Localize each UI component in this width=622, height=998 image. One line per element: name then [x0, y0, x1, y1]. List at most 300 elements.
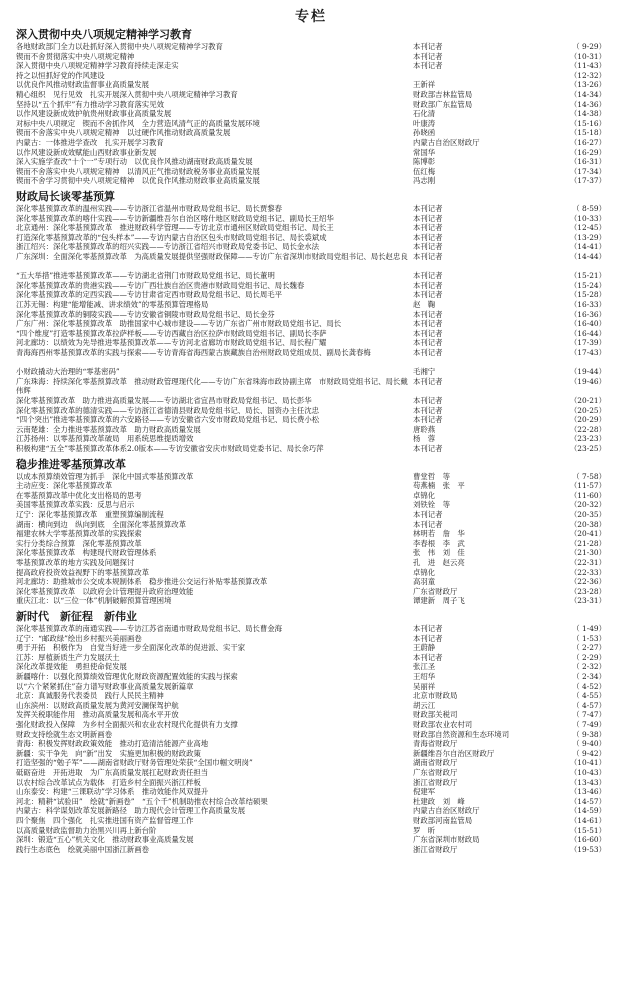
entry-author: 本刊记者 — [413, 624, 443, 633]
entry-title: 北京通州：深化零基预算改革 推进财政科学管理——专访北京市通州区财政局党组书记、局长王 — [16, 223, 334, 233]
toc-entry[interactable] — [16, 157, 606, 167]
entry-title: 湖南：横向到边 纵向到底 全面深化零基预算改革 — [16, 519, 186, 529]
entry-page: （ 2-32） — [572, 662, 606, 672]
entry-title: 深化改革提效能 勇担使命促发展 — [16, 662, 127, 672]
entry-author: 新疆维吾尔自治区财政厅 — [413, 748, 495, 758]
toc-entry[interactable] — [16, 119, 606, 129]
entry-page: （14-41） — [569, 242, 606, 252]
entry-title: 以高质量财政监督助力治黑兴川再上新台阶 — [16, 825, 157, 835]
toc-entry[interactable] — [16, 634, 606, 644]
toc-entry[interactable] — [16, 109, 606, 119]
entry-author: 唐聆燕 — [413, 424, 436, 434]
entry-title: 精心组织 见行见效 扎实开展深入贯彻中央八项规定精神学习教育 — [16, 90, 238, 99]
entry-author: 本刊记者 — [413, 213, 443, 223]
entry-title: 辽宁：深化零基预算改革 重塑预算编制流程 — [16, 510, 164, 519]
toc-entry[interactable] — [16, 42, 606, 52]
entry-author: 孔 进 赵云亮 — [413, 558, 465, 567]
entry-author: 本刊记者 — [413, 51, 443, 61]
toc-entry[interactable] — [16, 148, 606, 158]
entry-page: （14-34） — [569, 90, 606, 99]
toc-entry[interactable] — [16, 826, 606, 836]
section-heading: 财政局长谈零基预算 — [16, 190, 115, 203]
toc-entry[interactable] — [16, 52, 606, 62]
entry-page: （14-38） — [569, 109, 606, 119]
entry-page: （20-32） — [569, 500, 606, 510]
entry-title: 深化零基预算改革 助力推进高质量发展——专访湖北省宜昌市财政局党组书记、局长彭华 — [16, 396, 312, 405]
entry-author: 杨 蓉 — [413, 434, 436, 444]
entry-page: （20-21） — [569, 396, 606, 405]
toc-entry[interactable] — [16, 691, 606, 701]
toc-entry[interactable] — [16, 758, 606, 768]
toc-entry[interactable] — [16, 310, 606, 320]
entry-author: 伍红梅 — [413, 166, 436, 176]
entry-author: 本刊记者 — [413, 319, 443, 329]
entry-title: 山东泰安：构建“三课联动”学习体系 推动效能作风双提升 — [16, 787, 209, 797]
entry-page: （13-46） — [569, 787, 606, 797]
entry-title: 新疆喀什：以强化预算绩效管理优化财政资源配置效能的实践与探索 — [16, 672, 238, 681]
entry-page: （14-36） — [569, 99, 606, 109]
entry-page: （20-25） — [569, 405, 606, 415]
entry-author: 财政部关税司 — [413, 710, 458, 720]
entry-page: （12-45） — [569, 223, 606, 233]
toc-entry[interactable] — [16, 406, 606, 416]
toc-entry[interactable] — [16, 71, 606, 81]
entry-title: 以作风建设新成效护航贵州财政事业高质量发展 — [16, 109, 172, 119]
entry-page: （23-31） — [569, 596, 606, 606]
entry-title: 四个聚焦 四个强化 扎实推进国有资产监督管理工作 — [16, 816, 194, 825]
entry-author: 本刊记者 — [413, 652, 443, 662]
entry-title: 以优良作风推动财政监督事业高质量发展 — [16, 80, 150, 90]
entry-author: 杜建政 刘 峰 — [413, 796, 465, 806]
entry-author: 王绍华 — [413, 672, 436, 681]
entry-author: 本刊记者 — [413, 405, 443, 415]
entry-page: （11-60） — [569, 490, 606, 500]
entry-page: （12-32） — [569, 70, 606, 80]
entry-title: 广东珠海：持续深化零基预算改革 推动财政管理现代化——专访广东省珠海市政协副主席 市财政局党组书记、局长戴伟辉 — [16, 376, 408, 396]
toc-entry[interactable] — [16, 653, 606, 663]
toc-entry[interactable] — [16, 90, 606, 100]
entry-page: （17-39） — [569, 338, 606, 348]
entry-page: （22-31） — [569, 558, 606, 567]
page-title: 专栏 — [295, 9, 327, 25]
entry-title: 打造深化零基预算改革的“包头样本”——专访内蒙古自治区包头市财政局党组书记、局长裘斌成 — [16, 232, 327, 242]
entry-author: 卓锦化 — [413, 490, 436, 500]
entry-author: 曹堂哲 等 — [413, 471, 450, 481]
entry-page: （10-41） — [569, 758, 606, 768]
entry-title: 深化零基预算改革的喀什实践——专访新疆维吾尔自治区喀什地区财政局党组书记、副局长王绍华 — [16, 213, 334, 223]
entry-title: 勇于开拓 积极作为 自觉当好进一步全面深化改革的促进派、实干家 — [16, 643, 246, 653]
toc-entry[interactable] — [16, 720, 606, 730]
entry-author: 本刊记者 — [413, 444, 443, 453]
entry-author: 广东省深圳市财政局 — [413, 835, 480, 845]
entry-author: 刘铁铨 等 — [413, 500, 450, 510]
entry-title: 内蒙古：一体推进学查改 扎实开展学习教育 — [16, 138, 164, 147]
entry-title: 坚持以“五个抓牢”有力推动学习教育落实见效 — [16, 99, 164, 109]
entry-page: （11-43） — [569, 61, 606, 71]
toc-entry[interactable] — [16, 80, 606, 90]
entry-page: （23-25） — [569, 444, 606, 453]
entry-page: （10-31） — [569, 51, 606, 61]
toc-entry[interactable] — [16, 577, 606, 587]
entry-author: 常国华 — [413, 147, 436, 157]
toc-entry[interactable] — [16, 710, 606, 720]
toc-entry[interactable] — [16, 806, 606, 816]
entry-page: （ 4-52） — [572, 681, 606, 691]
entry-title: 发挥关税职能作用 推动高质量发展和高水平开放 — [16, 710, 179, 720]
entry-page: （17-43） — [569, 348, 606, 357]
toc-entry[interactable] — [16, 252, 606, 271]
entry-author: 毛湘宁 — [413, 367, 436, 377]
entry-title: 提高政府投资效益视野下的零基预算改革 — [16, 567, 150, 577]
toc-entry[interactable] — [16, 845, 606, 855]
toc-entry[interactable] — [16, 444, 606, 454]
toc-entry[interactable] — [16, 510, 606, 520]
entry-title: 小财政撬动大治理的“零基密码” — [16, 367, 120, 377]
entry-author: 本刊记者 — [413, 519, 443, 529]
toc-entry[interactable] — [16, 520, 606, 530]
toc-entry[interactable] — [16, 481, 606, 491]
entry-title: 广东深圳：全面深化零基预算改革 为高质量发展提供坚强财政保障——专访广东省深圳市财政局党组书记、局长赵忠良 — [16, 252, 408, 261]
entry-title: 实行分类综合预算 深化零基预算改革 — [16, 538, 142, 548]
entry-page: （16-33） — [569, 300, 606, 309]
entry-page: （15-51） — [569, 825, 606, 835]
entry-author: 本刊记者 — [413, 376, 443, 386]
toc-entry[interactable] — [16, 367, 606, 377]
entry-author: 北京市财政局 — [413, 691, 458, 701]
entry-title: 江苏无锡：构建“能增能减、讲求绩效”的零基预算管理格局 — [16, 300, 209, 309]
entry-page: （16-29） — [569, 147, 606, 157]
entry-author: 本刊记者 — [413, 338, 443, 348]
entry-title: 锲而不舍落实中央八项规定精神 以清风正气推动财政税务事业高质量发展 — [16, 166, 260, 176]
entry-title: 深圳：锻造“五心”机关文化 推动财政事业高质量发展 — [16, 835, 194, 845]
entry-page: （16-44） — [569, 328, 606, 338]
entry-author: 广东省财政厅 — [413, 768, 458, 777]
toc-entry[interactable] — [16, 472, 606, 482]
entry-title: 锲而不舍贯彻落实中央八项规定精神 — [16, 51, 135, 61]
entry-page: （20-29） — [569, 415, 606, 425]
entry-title: 山东滨州：以财政高质量发展为黄河安澜保驾护航 — [16, 700, 179, 710]
entry-title: 零基预算改革的地方实践及问题探讨 — [16, 558, 135, 567]
toc-entry[interactable] — [16, 329, 606, 339]
toc-entry[interactable] — [16, 672, 606, 682]
entry-author: 本刊记者 — [413, 61, 443, 71]
toc-entry[interactable] — [16, 730, 606, 740]
toc-entry[interactable] — [16, 223, 606, 233]
entry-author: 青海省财政厅 — [413, 739, 458, 749]
entry-author: 湖南省财政厅 — [413, 758, 458, 768]
toc-entry[interactable] — [16, 835, 606, 845]
toc-entry[interactable] — [16, 348, 606, 367]
toc-entry[interactable] — [16, 434, 606, 444]
toc-entry[interactable] — [16, 167, 606, 177]
entry-title: 砥砺奋进 开拓进取 为广东高质量发展扛起财政责任担当 — [16, 768, 209, 777]
entry-title: 财政支持绘就生态文明新画卷 — [16, 729, 113, 739]
entry-title: 在零基预算改革中优化支出格局的思考 — [16, 490, 142, 500]
entry-page: （20-35） — [569, 510, 606, 519]
entry-title: 打造坚强的“勉子军”——湖南省财政厅财务管理处荣获“全国巾帼文明岗” — [16, 758, 253, 768]
entry-page: （15-28） — [569, 290, 606, 300]
entry-author: 广东省财政厅 — [413, 586, 458, 596]
toc-entry[interactable] — [16, 587, 606, 597]
entry-author: 本刊记者 — [413, 415, 443, 425]
entry-author: 高羽童 — [413, 577, 436, 587]
entry-author: 本刊记者 — [413, 328, 443, 338]
entry-author: 赵 鞠 — [413, 300, 436, 309]
toc-entry[interactable] — [16, 491, 606, 501]
entry-title: 以农村综合改革试点为载体 打造乡村全面振兴浙江样板 — [16, 777, 201, 787]
entry-author: 本刊记者 — [413, 204, 443, 213]
toc-entry[interactable] — [16, 548, 606, 558]
entry-page: （ 9-29） — [572, 42, 606, 51]
entry-title: 广东广州：深化零基预算改革 助推国家中心城市建设——专访广东省广州市财政局党组书记、局长 — [16, 319, 342, 329]
entry-author: 本刊记者 — [413, 510, 443, 519]
toc-entry[interactable] — [16, 500, 606, 510]
entry-author: 本刊记者 — [413, 348, 443, 357]
entry-title: “四个突出”推进零基预算改革的六安路径——专访安徽省六安市财政局党组书记、局长费小松 — [16, 415, 320, 425]
toc-entry[interactable] — [16, 816, 606, 826]
entry-title: 以“六个紧紧抓住”奋力谱写财政事业高质量发展新篇章 — [16, 681, 194, 691]
toc-entry[interactable] — [16, 568, 606, 578]
entry-title: 辽宁：“邮政绿”绘出乡村振兴美丽画卷 — [16, 633, 142, 643]
entry-page: （15-16） — [569, 118, 606, 128]
toc-entry[interactable] — [16, 271, 606, 281]
entry-title: 新疆：实干争先 向“新”出发 实施更加积极的财政政策 — [16, 748, 201, 758]
toc-entry[interactable] — [16, 290, 606, 300]
entry-title: “四个维度”打造零基预算改革拉萨样板——专访西藏自治区拉萨市财政局党组书记、副局长李萨 — [16, 328, 327, 338]
toc-entry[interactable] — [16, 596, 606, 606]
entry-page: （16-40） — [569, 319, 606, 329]
toc-entry[interactable] — [16, 415, 606, 425]
entry-author: 陈博彰 — [413, 157, 436, 167]
entry-page: （16-31） — [569, 157, 606, 167]
toc-entry[interactable] — [16, 749, 606, 759]
entry-page: （ 2-29） — [572, 652, 606, 662]
toc-entry[interactable] — [16, 425, 606, 435]
entry-title: 各地财政部门全力以赴抓好深入贯彻中央八项规定精神学习教育 — [16, 42, 223, 51]
toc-entry[interactable] — [16, 558, 606, 568]
section-heading: 新时代 新征程 新伟业 — [16, 610, 137, 623]
entry-page: （22-33） — [569, 567, 606, 577]
entry-page: （ 4-57） — [572, 700, 606, 710]
entry-page: （ 9-38） — [572, 729, 606, 739]
entry-page: （13-26） — [569, 80, 606, 90]
entry-title: 河北廊坊：助推城市公交成本规制体系 稳步推进公交运行补贴零基预算改革 — [16, 577, 268, 587]
entry-title: 河北廊坊：以绩效为先导推进零基预算改革——专访河北省廊坊市财政局党组书记、局长程广耀 — [16, 338, 327, 348]
toc-entry[interactable] — [16, 377, 606, 396]
entry-author: 吴丽祥 — [413, 681, 436, 691]
entry-author: 内蒙古自治区财政厅 — [413, 138, 480, 147]
entry-author: 张江圣 — [413, 662, 436, 672]
entry-page: （17-34） — [569, 166, 606, 176]
toc-entry[interactable] — [16, 338, 606, 348]
entry-page: （21-30） — [569, 548, 606, 558]
entry-author: 本刊记者 — [413, 42, 443, 51]
entry-page: （23-28） — [569, 586, 606, 596]
entry-author: 胡云江 — [413, 700, 436, 710]
toc-entry[interactable] — [16, 100, 606, 110]
entry-page: （ 7-49） — [572, 720, 606, 729]
entry-author: 倪建军 — [413, 787, 436, 797]
entry-title: 云南楚雄：全力推进零基预算改革 助力财政高质量发展 — [16, 424, 201, 434]
entry-page: （14-61） — [569, 816, 606, 825]
entry-page: （ 9-42） — [572, 748, 606, 758]
entry-title: 重庆江北：以“三位一体”机制破解预算管理困境 — [16, 596, 172, 606]
entry-author: 本刊记者 — [413, 309, 443, 319]
entry-page: （ 2-34） — [572, 672, 606, 681]
entry-page: （ 9-40） — [572, 739, 606, 749]
entry-page: （ 2-27） — [572, 643, 606, 653]
entry-page: （13-43） — [569, 777, 606, 787]
entry-title: 锲而不舍落实中央八项规定精神 以过硬作风推动财政高质量发展 — [16, 128, 231, 138]
entry-author: 财政部农业农村司 — [413, 720, 473, 729]
entry-page: （ 7-47） — [572, 710, 606, 720]
entry-title: 深化零基预算改革的铜陵实践——专访安徽省铜陵市财政局党组书记、局长金芬 — [16, 309, 275, 319]
entry-page: （21-28） — [569, 538, 606, 548]
entry-author: 孙晓函 — [413, 128, 436, 138]
entry-page: （ 8-59） — [572, 204, 606, 213]
entry-page: （10-43） — [569, 768, 606, 777]
entry-title: 强化财政投入保障 为乡村全面振兴和农业农村现代化提供有力支撑 — [16, 720, 238, 729]
toc-entry[interactable] — [16, 682, 606, 692]
entry-page: （10-33） — [569, 213, 606, 223]
entry-title: 北京：真诚服务代表委员 践行人民民主精神 — [16, 691, 164, 701]
entry-page: （14-57） — [569, 796, 606, 806]
entry-author: 张 伟 刘 佳 — [413, 548, 465, 558]
entry-page: （ 7-58） — [572, 471, 606, 481]
toc-entry[interactable] — [16, 242, 606, 252]
entry-author: 财政部河南监管局 — [413, 816, 473, 825]
entry-title: 主动应变：深化零基预算改革 — [16, 481, 113, 491]
entry-author: 王新祥 — [413, 80, 436, 90]
toc-entry[interactable] — [16, 739, 606, 749]
entry-author: 浙江省财政厅 — [413, 777, 458, 787]
entry-title: 以成本预算绩效管理为抓手 深化中国式零基预算改革 — [16, 471, 194, 481]
entry-author: 财政部自然资源和生态环境司 — [413, 729, 510, 739]
entry-author: 林明若 詹 华 — [413, 529, 465, 539]
entry-page: （23-23） — [569, 434, 606, 444]
entry-title: 青海：积极发挥财政政策效能 推动打造清洁能源产业高地 — [16, 739, 209, 749]
toc-entry[interactable] — [16, 233, 606, 243]
toc-entry[interactable] — [16, 778, 606, 788]
entry-page: （19-44） — [569, 367, 606, 377]
entry-author: 浙江省财政厅 — [413, 844, 458, 854]
toc-entry[interactable] — [16, 701, 606, 711]
entry-author: 冯志刚 — [413, 176, 436, 186]
toc-entry[interactable] — [16, 128, 606, 138]
entry-title: 深入贯彻中央八项规定精神学习教育持续走深走实 — [16, 61, 179, 71]
entry-author: 本刊记者 — [413, 280, 443, 290]
entry-title: 美国零基预算改革实践：反思与启示 — [16, 500, 135, 510]
entry-title: 江苏：厚植新质生产力发展沃土 — [16, 652, 120, 662]
entry-page: （ 1-53） — [572, 633, 606, 643]
entry-page: （20-41） — [569, 529, 606, 539]
entry-title: 深化零基预算改革的定西实践——专访甘肃省定西市财政局党组书记、局长周毛平 — [16, 290, 283, 300]
entry-page: （22-28） — [569, 424, 606, 434]
entry-title: 江苏扬州：以零基预算改革破局 用系统思维提质增效 — [16, 434, 194, 444]
entry-title: 深入实施学查改“十个一”专项行动 以优良作风推动湖南财政高质量发展 — [16, 157, 253, 167]
toc-entry[interactable] — [16, 539, 606, 549]
toc-entry[interactable] — [16, 176, 606, 186]
entry-title: 浙江绍兴：深化零基预算改革的绍兴实践——专访浙江省绍兴市财政局党委书记、局长金水法 — [16, 242, 320, 252]
entry-page: （22-36） — [569, 577, 606, 587]
entry-title: 深化零基预算改革 构建现代财政管理体系 — [16, 548, 157, 558]
entry-page: （17-37） — [569, 176, 606, 186]
entry-author: 本刊记者 — [413, 232, 443, 242]
toc-entry[interactable] — [16, 797, 606, 807]
entry-title: 践行生态底色 绘就美丽中国浙江新画卷 — [16, 844, 150, 854]
entry-page: （19-53） — [569, 844, 606, 854]
entry-page: （15-24） — [569, 280, 606, 290]
entry-author: 谭建新 周子飞 — [413, 596, 465, 606]
entry-title: 深化零基预算改革的温州实践——专访浙江省温州市财政局党组书记、局长贾黎春 — [16, 204, 283, 213]
toc-entry[interactable] — [16, 662, 606, 672]
entry-author: 石化清 — [413, 109, 436, 119]
toc-entry[interactable] — [16, 138, 606, 148]
entry-title: 河北：精耕“试验田” 绘就“新画卷” “五个千”机制助推农村综合改革结硕果 — [16, 796, 268, 806]
toc-entry[interactable] — [16, 204, 606, 214]
entry-author: 财政部吉林监管局 — [413, 90, 473, 99]
entry-author: 卓锦化 — [413, 567, 436, 577]
entry-title: 持之以恒抓好党的作风建设 — [16, 70, 105, 80]
toc-entry[interactable] — [16, 214, 606, 224]
entry-author: 本刊记者 — [413, 252, 443, 261]
entry-page: （15-18） — [569, 128, 606, 138]
entry-page: （ 1-49） — [572, 624, 606, 633]
entry-author: 本刊记者 — [413, 271, 443, 281]
entry-author: 内蒙古自治区财政厅 — [413, 806, 480, 816]
toc-entry[interactable] — [16, 61, 606, 71]
toc-entry[interactable] — [16, 768, 606, 778]
entry-title: 深化零基预算改革 以政府会计管理提升政府治理效能 — [16, 586, 194, 596]
entry-page: （ 4-55） — [572, 691, 606, 701]
entry-author: 叶康涛 — [413, 118, 436, 128]
toc-entry[interactable] — [16, 787, 606, 797]
entry-author: 本刊记者 — [413, 396, 443, 405]
entry-author: 本刊记者 — [413, 290, 443, 300]
entry-title: 福建农林大学零基预算改革的实践探索 — [16, 529, 142, 539]
entry-title: 内蒙古：科学谋划改革发展新路径 助力现代会计管理工作高质量发展 — [16, 806, 246, 816]
entry-author: 苟燕楠 张 平 — [413, 481, 465, 491]
entry-page: （19-46） — [569, 376, 606, 386]
entry-title: 对标中央八项规定 锲而不舍抓作风 全力营造风清气正的高质量发展环境 — [16, 118, 260, 128]
entry-author: 王蔚静 — [413, 643, 436, 653]
entry-title: 青海海西州零基预算改革的实践与探索——专访青海省海西蒙古族藏族自治州财政局党组成员、副局长龚春梅 — [16, 348, 371, 357]
entry-title: 深化零基预算改革的贵港实践——专访广西壮族自治区贵港市财政局党组书记、局长魏春 — [16, 280, 305, 290]
entry-author: 本刊记者 — [413, 223, 443, 233]
entry-title: “五大举措”推进零基预算改革——专访湖北省荆门市财政局党组书记、局长董明 — [16, 271, 275, 281]
toc-entry[interactable] — [16, 281, 606, 291]
entry-page: （13-29） — [569, 232, 606, 242]
toc-entry[interactable] — [16, 643, 606, 653]
toc-entry[interactable] — [16, 529, 606, 539]
toc-entry[interactable] — [16, 624, 606, 634]
entry-page: （16-36） — [569, 309, 606, 319]
entry-author: 罗 昕 — [413, 825, 436, 835]
entry-author: 本刊记者 — [413, 633, 443, 643]
entry-page: （11-57） — [569, 481, 606, 491]
toc-entry[interactable] — [16, 319, 606, 329]
toc-entry[interactable] — [16, 396, 606, 406]
entry-page: （14-44） — [569, 252, 606, 261]
entry-page: （14-59） — [569, 806, 606, 816]
entry-page: （15-21） — [569, 271, 606, 281]
entry-page: （16-27） — [569, 138, 606, 147]
toc-entry[interactable] — [16, 300, 606, 310]
entry-title: 积极构建“五全”零基预算改革体系2.0版本——专访安徽省安庆市财政局党委书记、局长余巧萍 — [16, 444, 324, 453]
entry-author: 本刊记者 — [413, 242, 443, 252]
section-heading: 稳步推进零基预算改革 — [16, 457, 126, 471]
entry-title: 锲而不舍学习贯彻中央八项规定精神 以优良作风推动财政事业高质量发展 — [16, 176, 260, 186]
